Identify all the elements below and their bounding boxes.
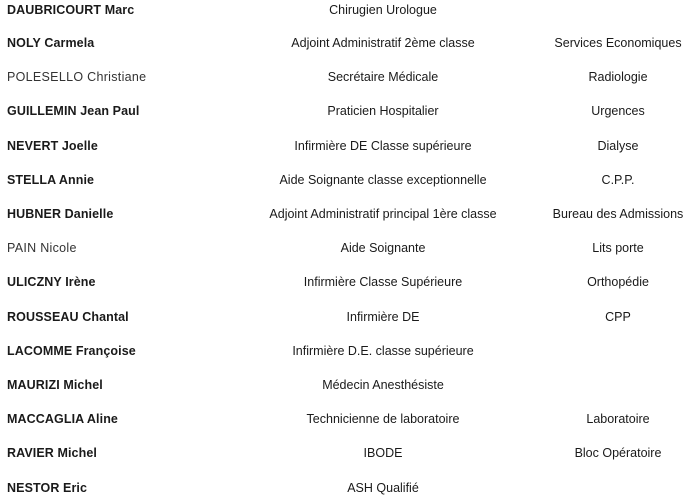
roster-row	[0, 309, 700, 329]
staff-service: Bloc Opératoire	[574, 446, 662, 460]
staff-service: Dialyse	[597, 139, 639, 153]
staff-service: CPP	[605, 310, 631, 324]
staff-title: Infirmière DE Classe supérieure	[294, 139, 472, 153]
staff-name: ROUSSEAU Chantal	[7, 310, 129, 324]
staff-name: NOLY Carmela	[7, 36, 95, 50]
staff-service: Lits porte	[592, 241, 644, 255]
roster-row	[0, 2, 700, 22]
staff-service: Laboratoire	[586, 412, 650, 426]
staff-service: Bureau des Admissions	[552, 207, 684, 221]
staff-title: Infirmière D.E. classe supérieure	[292, 344, 474, 358]
roster-row	[0, 69, 700, 89]
staff-name: RAVIER Michel	[7, 446, 97, 460]
roster-row	[0, 240, 700, 260]
staff-name: PAIN Nicole	[7, 241, 77, 255]
staff-name: LACOMME Françoise	[7, 344, 136, 358]
staff-service: Radiologie	[588, 70, 648, 84]
roster-row	[0, 172, 700, 192]
staff-name: DAUBRICOURT Marc	[7, 3, 135, 17]
staff-service: Urgences	[591, 104, 645, 118]
roster-row	[0, 35, 700, 55]
staff-title: Praticien Hospitalier	[327, 104, 439, 118]
staff-title: Adjoint Administratif principal 1ère classe	[269, 207, 497, 221]
staff-service: Orthopédie	[587, 275, 649, 289]
roster-row	[0, 343, 700, 363]
staff-name: NEVERT Joelle	[7, 139, 98, 153]
staff-title: ASH Qualifié	[347, 481, 419, 495]
staff-service: Services Economiques	[554, 36, 682, 50]
roster-row	[0, 103, 700, 123]
staff-title: Aide Soignante	[340, 241, 426, 255]
staff-name: POLESELLO Christiane	[7, 70, 147, 84]
staff-title: Chirugien Urologue	[329, 3, 437, 17]
staff-name: ULICZNY Irène	[7, 275, 96, 289]
roster-row	[0, 411, 700, 431]
staff-title: Secrétaire Médicale	[327, 70, 439, 84]
staff-title: Médecin Anesthésiste	[322, 378, 444, 392]
staff-service: C.P.P.	[601, 173, 635, 187]
staff-name: MAURIZI Michel	[7, 378, 103, 392]
staff-name: MACCAGLIA Aline	[7, 412, 118, 426]
staff-name: GUILLEMIN Jean Paul	[7, 104, 140, 118]
staff-title: IBODE	[363, 446, 403, 460]
staff-name: NESTOR Eric	[7, 481, 88, 495]
staff-name: STELLA Annie	[7, 173, 95, 187]
roster-row	[0, 274, 700, 294]
roster-row	[0, 480, 700, 500]
roster-row	[0, 138, 700, 158]
roster-row	[0, 377, 700, 397]
staff-title: Infirmière Classe Supérieure	[303, 275, 463, 289]
staff-name: HUBNER Danielle	[7, 207, 114, 221]
roster-row	[0, 206, 700, 226]
staff-title: Adjoint Administratif 2ème classe	[291, 36, 475, 50]
roster-row	[0, 445, 700, 465]
staff-title: Technicienne de laboratoire	[306, 412, 460, 426]
staff-title: Aide Soignante classe exceptionnelle	[279, 173, 487, 187]
staff-title: Infirmière DE	[346, 310, 420, 324]
